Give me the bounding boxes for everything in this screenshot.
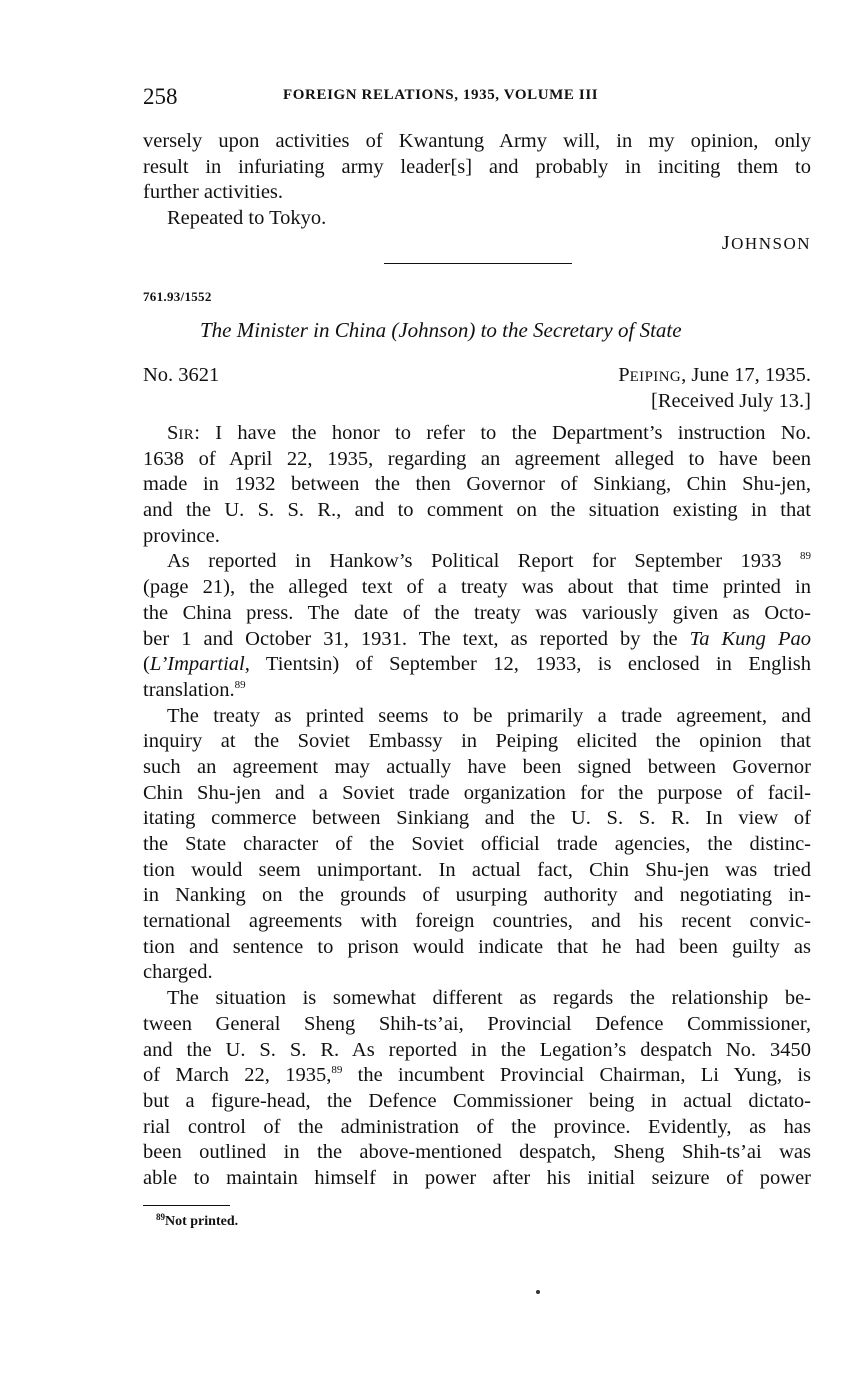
text-line: charged. <box>143 961 213 984</box>
text-line: result in infuriating army leader[s] and probably in inciting them to <box>143 155 811 178</box>
despatch-number: No. 3621 <box>143 364 220 386</box>
text-line: the State character of the Soviet official trade agencies, the distinc- <box>143 833 811 855</box>
footnote-ref: 89 <box>234 678 246 691</box>
text-line: itating commerce between Sinkiang and the U. S. S. R. In view of <box>143 807 811 830</box>
text-line: As reported in Hankow’s Political Report for September 1933 $^{89}$ <box>167 550 811 573</box>
text-line: the China press. The date of the treaty was variously given as Octo- <box>143 601 811 624</box>
received-date: [Received July 13.] <box>651 390 811 412</box>
previous-document-text <box>143 129 811 232</box>
text-line: translation.$^{89}$ <box>143 678 246 701</box>
footnote-ref: 89 <box>331 1064 343 1077</box>
text-line: but a figure-head, the Defence Commissioner being in actual dictato- <box>143 1089 811 1112</box>
footnote-divider <box>143 1205 230 1206</box>
footnote: $^{89}$Not printed. <box>156 1212 239 1229</box>
text-line: versely upon activities of Kwantung Army will, in my opinion, only <box>143 130 811 152</box>
text-line: of March 22, 1935,89 the incumbent Provincial Chairman, Li Yung, is <box>143 1064 811 1087</box>
page-number: 258 <box>143 84 178 109</box>
text-line: tion would seem unimportant. In actual fact, Chin Shu-jen was tried <box>143 858 811 881</box>
running-title: FOREIGN RELATIONS, 1935, VOLUME III <box>283 87 599 103</box>
text-line: made in 1932 between the then Governor of Sinkiang, Chin Shu-jen, <box>143 473 811 496</box>
text-line: rial control of the administration of the province. Evidently, as has <box>143 1115 811 1138</box>
text-line: Chin Shu-jen and a Soviet trade organization for the purpose of facil- <box>143 781 811 804</box>
footnote-number: 89 <box>156 1212 165 1222</box>
print-speck <box>536 1290 540 1294</box>
text-line: province. <box>143 524 220 547</box>
text-line: further activities. <box>143 181 284 204</box>
text-line: ber 1 and October 31, 1931. The text, as reported by the Ta Kung Pao <box>143 627 811 650</box>
text-line: ternational agreements with foreign countries, and his recent convic- <box>143 910 811 933</box>
text-line: inquiry at the Soviet Embassy in Peiping elicited the opinion that <box>143 730 811 753</box>
text-line: been outlined in the above-mentioned despatch, Sheng Shih-ts’ai was <box>143 1141 811 1164</box>
text-line: The treaty as printed seems to be primarily a trade agreement, and <box>167 704 811 727</box>
text-line: The situation is somewhat different as regards the relationship be- <box>167 987 811 1010</box>
letter-body <box>143 421 811 1192</box>
text-line: such an agreement may actually have been signed between Governor <box>143 755 811 778</box>
signature: JOHNSON <box>721 232 811 254</box>
text-line: 1638 of April 22, 1935, regarding an agreement alleged to have been <box>143 447 811 470</box>
footnote-ref: 89 <box>800 550 811 563</box>
file-number: 761.93/1552 <box>143 289 212 304</box>
repeated-note: Repeated to Tokyo. <box>167 207 327 230</box>
text-line: and the U. S. S. R. As reported in the Legation’s despatch No. 3450 <box>143 1038 811 1061</box>
text-line: (L’Impartial, Tientsin) of September 12, 1933, is enclosed in English <box>143 653 811 676</box>
text-line: able to maintain himself in power after his initial seizure of power <box>143 1166 811 1189</box>
text-line: SIR: I have the honor to refer to the Department’s instruction No. <box>167 422 811 444</box>
place-date: PEIPING, June 17, 1935. <box>618 364 811 386</box>
document-title: The Minister in China (Johnson) to the Secretary of State <box>200 318 682 342</box>
text-line: in Nanking on the grounds of usurping authority and negotiating in- <box>143 884 811 907</box>
text-line: (page 21), the alleged text of a treaty was about that time printed in <box>143 576 811 599</box>
text-line: tion and sentence to prison would indicate that he had been guilty as <box>143 935 811 958</box>
section-divider <box>384 263 572 264</box>
text-line: and the U. S. S. R., and to comment on the situation existing in that <box>143 499 811 522</box>
text-line: tween General Sheng Shih-ts’ai, Provincial Defence Commissioner, <box>143 1012 811 1035</box>
